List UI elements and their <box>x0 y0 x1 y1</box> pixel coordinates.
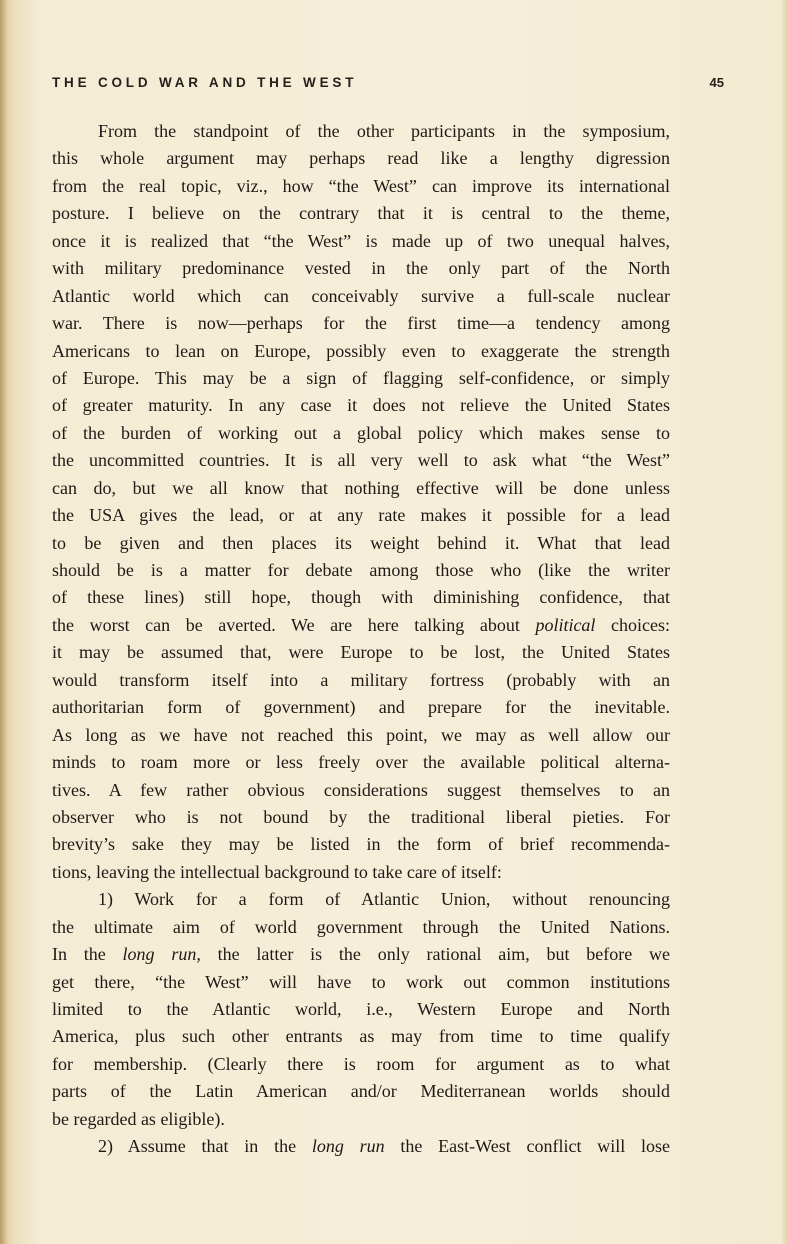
text-line <box>52 612 670 639</box>
text-line <box>52 831 670 858</box>
text-line <box>52 914 670 941</box>
text-line <box>52 639 670 666</box>
text-line <box>52 777 670 804</box>
text-line <box>52 338 670 365</box>
text-line <box>52 969 670 996</box>
text-segment: America, plus such other entrants as may from time to time qualify <box>52 1026 670 1047</box>
running-head-title: THE COLD WAR AND THE WEST <box>52 75 358 90</box>
text-line <box>52 173 670 200</box>
text-line <box>52 749 670 776</box>
text-segment: from the real topic, viz., how “the West” can improve its international <box>52 175 670 196</box>
text-segment: the East-West conflict will lose <box>384 1136 670 1157</box>
text-segment: of greater maturity. In any case it does not relieve the United States <box>52 395 670 416</box>
text-segment: minds to roam more or less freely over the available political alterna- <box>52 752 670 773</box>
text-line <box>52 804 670 831</box>
text-segment: From the standpoint of the other participants in the symposium, <box>98 121 670 141</box>
text-line <box>52 1078 670 1105</box>
page-number: 45 <box>709 75 724 90</box>
text-segment: tives. A few rather obvious considerations suggest themselves to an <box>52 779 670 800</box>
text-segment: can do, but we all know that nothing effective will be done unless <box>52 477 670 498</box>
text-segment: of Europe. This may be a sign of flagging self-confidence, or simply <box>52 367 670 388</box>
text-segment: of the burden of working out a global policy which makes sense to <box>52 422 670 443</box>
text-line <box>52 502 670 529</box>
text-segment: for membership. (Clearly there is room for argument as to what <box>52 1053 670 1074</box>
text-line <box>52 530 670 557</box>
text-segment: As long as we have not reached this point, we may as well allow our <box>52 724 670 745</box>
text-segment: would transform itself into a military fortress (probably with an <box>52 669 670 690</box>
text-segment: the uncommitted countries. It is all very well to ask what “the West” <box>52 450 670 471</box>
text-segment: authoritarian form of government) and prepare for the inevitable. <box>52 697 670 718</box>
text-line <box>52 557 670 584</box>
text-line <box>52 1051 670 1078</box>
text-segment: once it is realized that “the West” is made up of two unequal halves, <box>52 230 670 251</box>
text-line <box>52 228 670 255</box>
text-segment: Americans to lean on Europe, possibly even to exaggerate the strength <box>52 340 670 361</box>
text-line <box>52 200 670 227</box>
text-segment: tions, leaving the intellectual background to take care of itself: <box>52 861 502 882</box>
text-segment: to be given and then places its weight behind it. What that lead <box>52 532 670 553</box>
text-segment: posture. I believe on the contrary that it is central to the theme, <box>52 203 670 224</box>
text-line <box>52 255 670 282</box>
text-line <box>52 886 670 913</box>
text-segment: should be is a matter for debate among those who (like the writer <box>52 560 670 580</box>
text-segment: 1) Work for a form of Atlantic Union, without renouncing <box>98 889 670 910</box>
text-segment: the ultimate aim of world government through the United Nations. <box>52 916 670 937</box>
text-line <box>52 1106 670 1133</box>
body-text <box>52 118 670 1161</box>
text-line <box>52 475 670 502</box>
text-line <box>52 420 670 447</box>
text-line <box>52 667 670 694</box>
text-segment: observer who is not bound by the traditional liberal pieties. For <box>52 806 670 827</box>
italic-text: long run <box>311 1136 385 1157</box>
text-line <box>52 722 670 749</box>
text-line <box>52 310 670 337</box>
text-line <box>52 447 670 474</box>
text-segment: this whole argument may perhaps read like a lengthy digression <box>52 148 670 169</box>
text-segment: brevity’s sake they may be listed in the form of brief recommenda- <box>52 834 670 855</box>
text-line <box>52 145 670 172</box>
text-segment: the worst can be averted. We are here talking about <box>52 614 536 635</box>
text-segment: of these lines) still hope, though with diminishing confidence, that <box>52 587 670 608</box>
book-spine-shadow <box>0 0 8 1244</box>
text-segment: war. There is now—perhaps for the first time—a tendency among <box>52 313 670 334</box>
italic-text: political <box>535 614 596 635</box>
text-segment: In the <box>52 944 123 965</box>
text-line <box>52 283 670 310</box>
text-segment: it may be assumed that, were Europe to be lost, the United States <box>52 642 670 663</box>
text-line <box>52 859 670 886</box>
text-segment: with military predominance vested in the only part of the North <box>52 258 670 279</box>
text-segment: limited to the Atlantic world, i.e., Western Europe and North <box>52 999 670 1019</box>
text-segment: Atlantic world which can conceivably survive a full-scale nuclear <box>52 285 670 306</box>
text-segment: 2) Assume that in the <box>98 1136 312 1157</box>
text-line <box>52 1023 670 1050</box>
text-line <box>52 118 670 145</box>
text-line <box>52 941 670 968</box>
text-segment: the latter is the only rational aim, but before we <box>200 944 671 965</box>
text-line <box>52 584 670 611</box>
text-segment: choices: <box>595 614 670 635</box>
page-edge <box>781 0 787 1244</box>
text-line <box>52 694 670 721</box>
text-line <box>52 1133 670 1160</box>
text-segment: parts of the Latin American and/or Mediterranean worlds should <box>52 1081 670 1102</box>
text-segment: the USA gives the lead, or at any rate makes it possible for a lead <box>52 505 670 526</box>
running-head <box>52 75 724 95</box>
text-line <box>52 365 670 392</box>
text-line <box>52 996 670 1023</box>
text-segment: get there, “the West” will have to work out common institutions <box>52 971 670 992</box>
italic-text: long run, <box>122 944 201 965</box>
text-segment: be regarded as eligible). <box>52 1108 225 1129</box>
text-line <box>52 392 670 419</box>
